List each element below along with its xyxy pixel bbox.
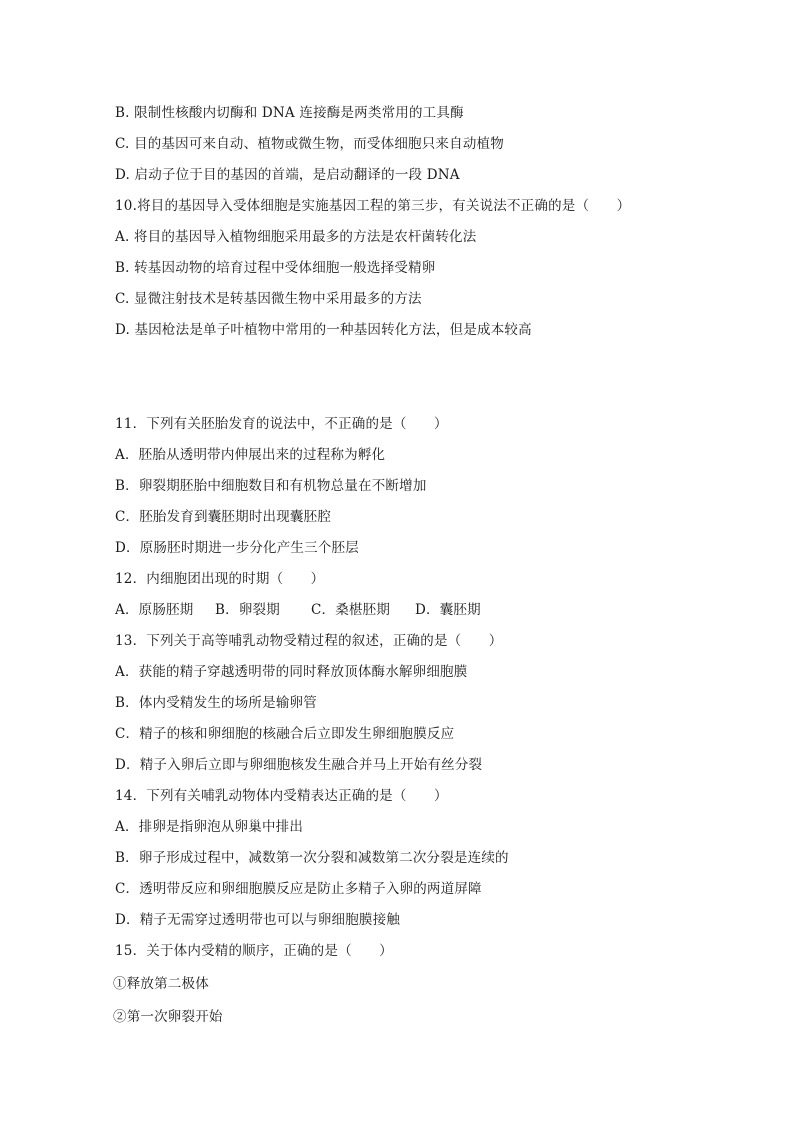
q10-option-c: C. 显微注射技术是转基因微生物中采用最多的方法: [115, 291, 422, 307]
q10-option-b: B. 转基因动物的培育过程中受体细胞一般选择受精卵: [115, 260, 436, 276]
q12-stem: 12．内细胞团出现的时期（ ）: [115, 571, 325, 587]
q12-option-d: D．囊胚期: [415, 602, 481, 618]
q14-option-d: D．精子无需穿过透明带也可以与卵细胞膜接触: [115, 912, 401, 928]
q11-option-c: C．胚胎发育到囊胚期时出现囊胚腔: [115, 509, 332, 525]
q13-option-c: C．精子的核和卵细胞的核融合后立即发生卵细胞膜反应: [115, 726, 455, 742]
q10-stem: 10.将目的基因导入受体细胞是实施基因工程的第三步，有关说法不正确的是（ ）: [115, 198, 631, 214]
q9-option-d: D. 启动子位于目的基因的首端，是启动翻译的一段 DNA: [115, 167, 460, 183]
q12-option-c: C．桑椹胚期: [311, 602, 391, 618]
q12-options-row: [115, 601, 481, 619]
q9-option-b: B. 限制性核酸内切酶和 DNA 连接酶是两类常用的工具酶: [115, 105, 464, 121]
q14-option-b: B．卵子形成过程中，减数第一次分裂和减数第二次分裂是连续的: [115, 850, 509, 866]
q10-option-d: D. 基因枪法是单子叶植物中常用的一种基因转化方法，但是成本较高: [115, 322, 532, 338]
q12-option-a: A．原肠胚期: [115, 602, 194, 618]
q14-option-a: A．排卵是指卵泡从卵巢中排出: [115, 819, 304, 835]
q9-option-c: C. 目的基因可来自动、植物或微生物，而受体细胞只来自动植物: [115, 136, 504, 152]
q10-option-a: A. 将目的基因导入植物细胞采用最多的方法是农杆菌转化法: [115, 229, 477, 245]
q11-stem: 11．下列有关胚胎发育的说法中，不正确的是（ ）: [115, 416, 448, 432]
q13-option-b: B．体内受精发生的场所是输卵管: [115, 695, 317, 711]
q15-item-1: ①释放第二极体: [113, 976, 209, 992]
q13-option-d: D．精子入卵后立即与卵细胞核发生融合并马上开始有丝分裂: [115, 757, 483, 773]
q11-option-d: D．原肠胚时期进一步分化产生三个胚层: [115, 540, 359, 556]
q15-stem: 15．关于体内受精的顺序，正确的是（ ）: [115, 943, 393, 959]
q15-item-2: ②第一次卵裂开始: [113, 1009, 223, 1025]
q14-option-c: C．透明带反应和卵细胞膜反应是防止多精子入卵的两道屏障: [115, 881, 482, 897]
q12-option-b: B．卵裂期: [215, 602, 280, 618]
q11-option-b: B．卵裂期胚胎中细胞数目和有机物总量在不断增加: [115, 478, 427, 494]
q11-option-a: A．胚胎从透明带内伸展出来的过程称为孵化: [115, 447, 386, 463]
q13-option-a: A．获能的精子穿越透明带的同时释放顶体酶水解卵细胞膜: [115, 664, 468, 680]
q14-stem: 14．下列有关哺乳动物体内受精表达正确的是（ ）: [115, 788, 448, 804]
q13-stem: 13．下列关于高等哺乳动物受精过程的叙述，正确的是（ ）: [115, 633, 503, 649]
